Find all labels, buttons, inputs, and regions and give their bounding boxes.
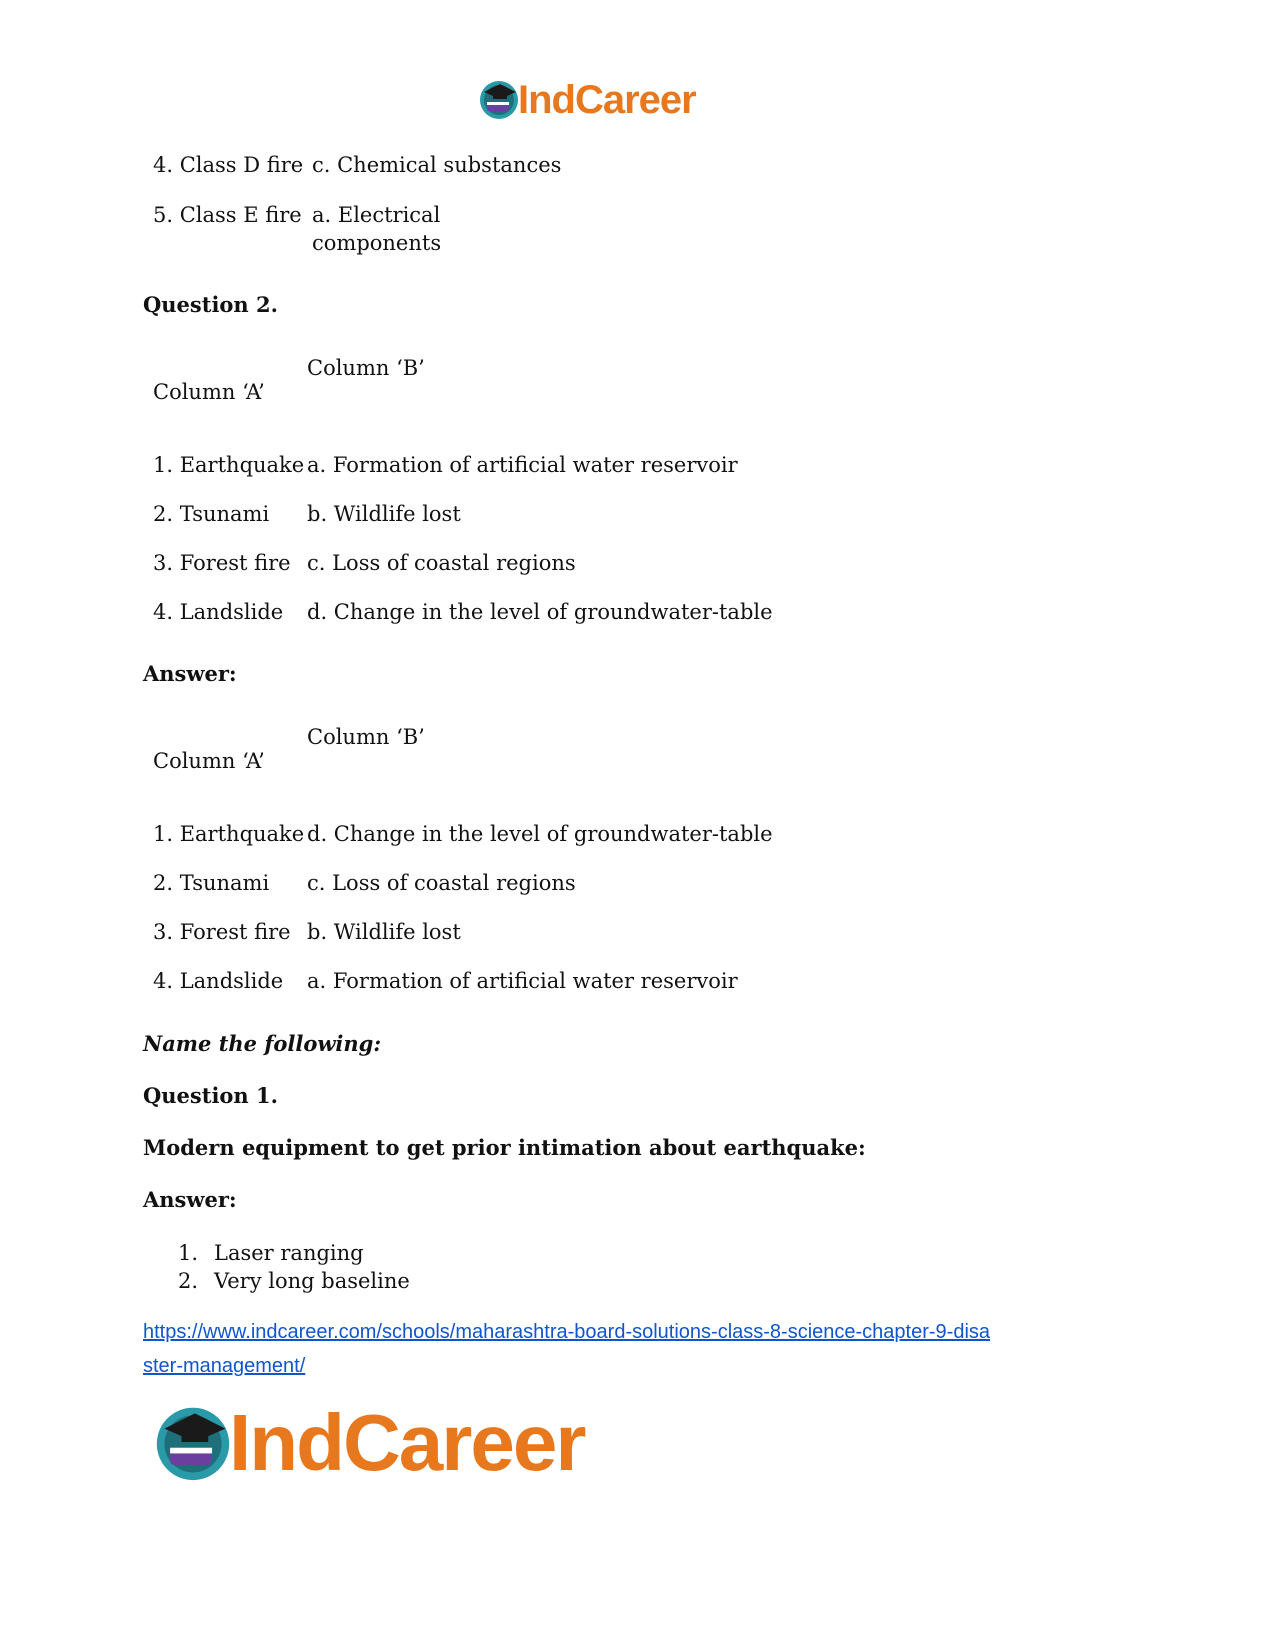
name-the-following-heading: Name the following: <box>143 1031 382 1056</box>
name-question-1-text: Modern equipment to get prior intimation about earthquake: <box>143 1135 866 1160</box>
answer-2-row-4-a: 4. Landslide <box>153 969 284 993</box>
answer-list-item-2-text: Very long baseline <box>214 1269 410 1293</box>
question-2-row-2-b: b. Wildlife lost <box>307 502 461 526</box>
answer-2-row-2-b: c. Loss of coastal regions <box>307 871 576 895</box>
question-2-row-1-b: a. Formation of artificial water reservoir <box>307 453 738 477</box>
answer-2-row-3-b: b. Wildlife lost <box>307 920 461 944</box>
header-logo-text: IndCareer <box>518 78 696 122</box>
footer-logo-text: IndCareer <box>229 1398 585 1487</box>
graduation-cap-book-icon <box>478 78 520 120</box>
top-row-2-right-line2: components <box>312 231 442 255</box>
answer-2-column-a-header: Column ‘A’ <box>153 749 265 773</box>
question-2-row-3-b: c. Loss of coastal regions <box>307 551 576 575</box>
answer-list-item-1-number: 1. <box>178 1241 199 1265</box>
answer-2-row-3-a: 3. Forest fire <box>153 920 291 944</box>
top-row-2-right-line1: a. Electrical <box>312 203 441 227</box>
question-2-row-1-a: 1. Earthquake <box>153 453 305 477</box>
answer-2-row-4-b: a. Formation of artificial water reservoir <box>307 969 738 993</box>
answer-2-row-1-a: 1. Earthquake <box>153 822 305 846</box>
answer-list-item-1-text: Laser ranging <box>214 1241 364 1265</box>
question-2-row-4-a: 4. Landslide <box>153 600 284 624</box>
question-2-row-3-a: 3. Forest fire <box>153 551 291 575</box>
question-2-column-a-header: Column ‘A’ <box>153 380 265 404</box>
question-2-heading: Question 2. <box>143 292 278 317</box>
question-2-row-4-b: d. Change in the level of groundwater-table <box>307 600 773 624</box>
question-2-column-b-header: Column ‘B’ <box>307 356 425 380</box>
name-question-1-heading: Question 1. <box>143 1083 278 1108</box>
graduation-cap-book-icon <box>153 1402 233 1482</box>
source-link-line-1[interactable]: https://www.indcareer.com/schools/maharashtra-board-solutions-class-8-science-chapter-9-disa <box>143 1321 991 1343</box>
top-row-2-left: 5. Class E fire <box>153 203 302 227</box>
answer-2-column-b-header: Column ‘B’ <box>307 725 425 749</box>
answer-2-heading: Answer: <box>143 661 237 686</box>
question-2-row-2-a: 2. Tsunami <box>153 502 270 526</box>
answer-list-item-2-number: 2. <box>178 1269 199 1293</box>
answer-2-row-1-b: d. Change in the level of groundwater-table <box>307 822 773 846</box>
top-row-1-left: 4. Class D fire <box>153 153 304 177</box>
name-answer-heading: Answer: <box>143 1187 237 1212</box>
top-row-1-right: c. Chemical substances <box>312 153 562 177</box>
source-link-line-2[interactable]: ster-management/ <box>143 1355 306 1377</box>
answer-2-row-2-a: 2. Tsunami <box>153 871 270 895</box>
